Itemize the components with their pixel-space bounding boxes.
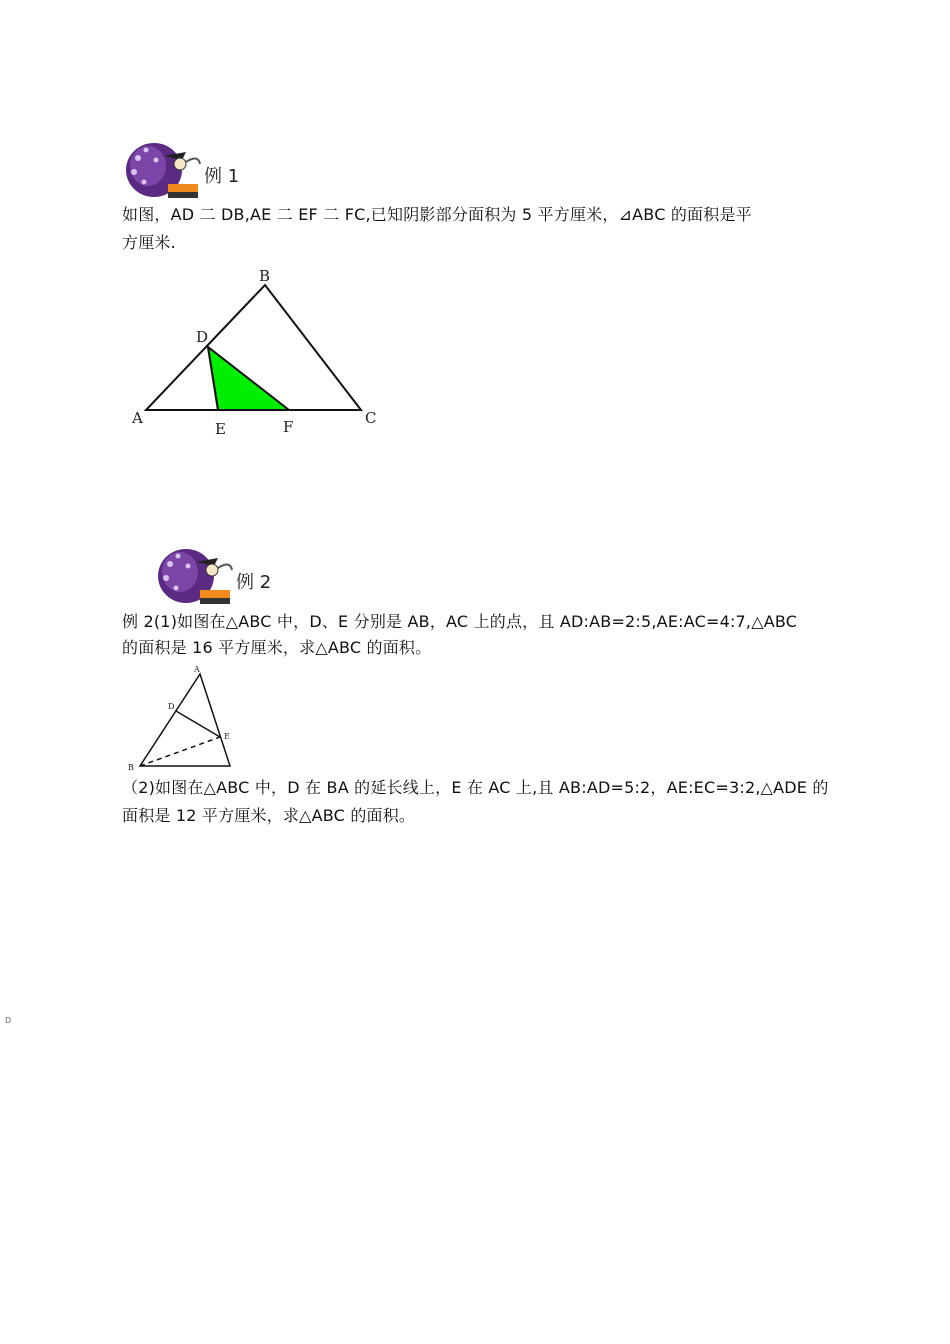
example-1-question-line-1: 如图，AD 二 DB,AE 二 EF 二 FC,已知阴影部分面积为 5 平方厘米，⊿ABC 的面积是平 bbox=[122, 205, 752, 224]
triangle-abc bbox=[140, 674, 230, 766]
point-label-f: F bbox=[283, 418, 294, 436]
point-label-a: A bbox=[132, 409, 143, 427]
example-2-part-2-line-2: 面积是 12 平方厘米，求△ABC 的面积。 bbox=[122, 806, 416, 825]
point-label-d: D bbox=[196, 328, 209, 346]
segment-be-dashed bbox=[140, 737, 220, 766]
point-label-d: D bbox=[168, 702, 175, 711]
example-1-triangle-figure bbox=[125, 262, 385, 442]
example-2-part-2-line-1: （2)如图在△ABC 中，D 在 BA 的延长线上，E 在 AC 上,且 AB:AD=5:2，AE:EC=3:2,△ADE 的 bbox=[122, 778, 829, 797]
example-2-part-1-line-1: 例 2(1)如图在△ABC 中，D、E 分别是 AB，AC 上的点，且 AD:AB=2:5,AE:AC=4:7,△ABC bbox=[122, 612, 798, 631]
example-2-label: 例 2 bbox=[236, 572, 272, 593]
shaded-triangle-def bbox=[208, 347, 289, 410]
example-2-part-1-line-2: 的面积是 16 平方厘米，求△ABC 的面积。 bbox=[122, 638, 432, 657]
point-label-e: E bbox=[215, 420, 226, 438]
example-1-header bbox=[124, 136, 284, 206]
stray-mark: D bbox=[5, 1016, 12, 1025]
point-label-e: E bbox=[224, 732, 230, 741]
point-label-b: B bbox=[128, 763, 134, 772]
example-2-triangle-figure bbox=[122, 664, 242, 774]
mascot-badge-icon bbox=[124, 136, 204, 202]
example-1-label: 例 1 bbox=[204, 166, 240, 187]
point-label-a: A bbox=[194, 665, 200, 674]
example-2-header bbox=[156, 542, 316, 612]
point-label-b: B bbox=[259, 267, 271, 285]
point-label-c: C bbox=[365, 409, 377, 427]
mascot-badge-icon bbox=[156, 542, 236, 608]
example-1-question-line-2: 方厘米. bbox=[122, 233, 176, 252]
